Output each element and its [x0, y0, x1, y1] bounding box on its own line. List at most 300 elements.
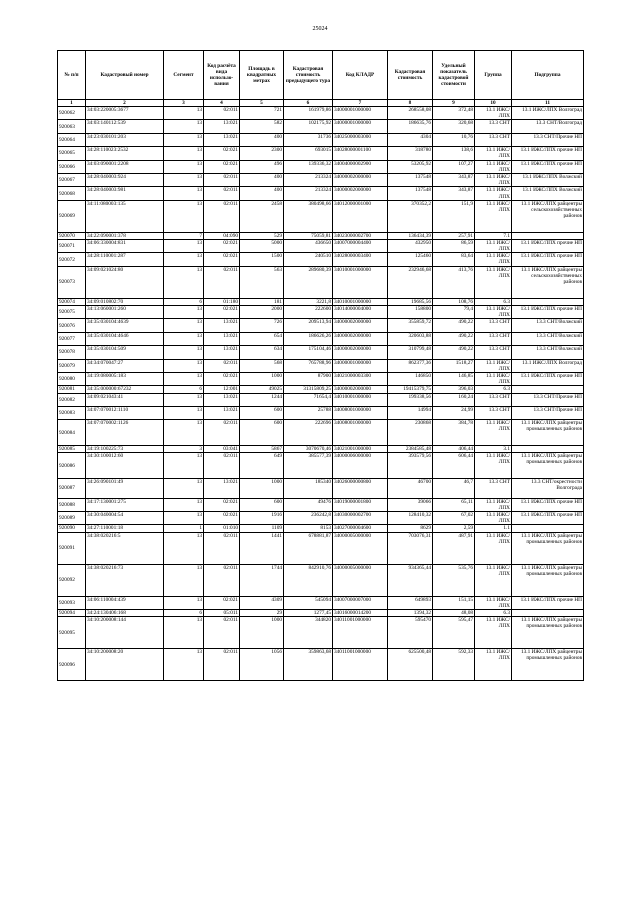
cell-grp: 13.1 ИЖС/ЛПХ — [475, 240, 512, 253]
cell-seg: 3 — [164, 446, 204, 453]
cell-area: 2300 — [240, 147, 284, 160]
cell-grp: 13.1 ИЖС/ЛПХ — [475, 174, 512, 187]
column-number: 6 — [284, 100, 333, 107]
cell-kn: 34:06:110004:439 — [86, 596, 164, 609]
cell-ud: 151,15 — [433, 596, 475, 609]
cell-ud: 320,68 — [433, 120, 475, 133]
cell-n: 920063 — [58, 120, 86, 133]
cell-code: 02:011 — [204, 453, 240, 479]
cell-ud: 146,85 — [433, 372, 475, 385]
cell-n: 920070 — [58, 232, 86, 239]
cell-area: 726 — [240, 319, 284, 332]
cell-kladr: 34000005000000 — [333, 532, 388, 564]
cell-area: 1500 — [240, 253, 284, 266]
cell-sub: 13.1 ИЖС/ЛПХ прочие НП — [512, 240, 584, 253]
column-number: 5 — [240, 100, 284, 107]
cell-seg: 13 — [164, 200, 204, 232]
cell-kladr: 34028000001100 — [333, 147, 388, 160]
cell-ud: 83,64 — [433, 253, 475, 266]
cell-cost: 136434,39 — [388, 232, 433, 239]
table-row — [58, 160, 584, 173]
cell-code: 02:021 — [204, 596, 240, 609]
cell-area: 600 — [240, 498, 284, 511]
cell-n: 920095 — [58, 617, 86, 649]
cell-kn: 34:09:021024:80 — [86, 266, 164, 298]
cell-area: 496 — [240, 160, 284, 173]
cell-cost: 158800 — [388, 305, 433, 318]
cell-cost: 370352,2 — [388, 200, 433, 232]
cell-prev: 222600 — [284, 305, 333, 318]
cell-n: 920077 — [58, 332, 86, 345]
cell-prev: 385577,39 — [284, 453, 333, 479]
cell-n: 920096 — [58, 649, 86, 681]
cell-kladr: 34010001000000 — [333, 266, 388, 298]
cell-grp: 6.3 — [475, 298, 512, 305]
cell-area: 181 — [240, 298, 284, 305]
cell-cost: 320603,88 — [388, 332, 433, 345]
cell-sub: 13.1 ИЖС/ЛПХ райцентры промышленных районов — [512, 564, 584, 596]
cell-sub: 13.1 ИЖС/ЛПХ прочие НП — [512, 596, 584, 609]
cell-ud: 151,9 — [433, 200, 475, 232]
cell-code: 13:021 — [204, 133, 240, 146]
cell-grp: 13.3 СНТ — [475, 346, 512, 359]
cell-grp: 13.1 ИЖС/ЛПХ — [475, 147, 512, 160]
cell-cost: 862377,36 — [388, 359, 433, 372]
cell-sub: 13.3 СНТ/Прочие НП — [512, 393, 584, 406]
cell-seg: 6 — [164, 386, 204, 393]
cell-grp: 13.3 СНТ — [475, 479, 512, 499]
cell-kladr: 34000005000000 — [333, 564, 388, 596]
table-row — [58, 564, 584, 596]
cell-grp: 13.1 ИЖС/ЛПХ — [475, 372, 512, 385]
cell-kn: 34:03:140112:539 — [86, 120, 164, 133]
cell-prev: 436650 — [284, 240, 333, 253]
cell-n: 920062 — [58, 107, 86, 120]
cell-seg: 13 — [164, 512, 204, 525]
cell-sub: 13.3 СНТ/Прочие НП — [512, 406, 584, 419]
cell-seg: 13 — [164, 187, 204, 200]
cell-ud: 107,27 — [433, 160, 475, 173]
cell-sub: 13.1 ИЖС/ЛПХ прочие НП — [512, 160, 584, 173]
cell-n: 920089 — [58, 512, 86, 525]
cell-ud: 138,6 — [433, 147, 475, 160]
cell-code: 02:011 — [204, 200, 240, 232]
cell-area: 1916 — [240, 512, 284, 525]
cell-seg: 6 — [164, 298, 204, 305]
cell-ud: 372,48 — [433, 107, 475, 120]
cell-area: 1000 — [240, 617, 284, 649]
cell-prev: 31736 — [284, 133, 333, 146]
cell-sub: 13.1 ИЖС/ЛПХ райцентры промышленных районов — [512, 420, 584, 446]
cell-kladr: 34012000001000 — [333, 200, 388, 232]
cell-kladr: 34019000001800 — [333, 498, 388, 511]
cell-kn: 34:09:021043:41 — [86, 393, 164, 406]
cell-n: 920092 — [58, 564, 86, 596]
column-number: 1 — [58, 100, 86, 107]
cell-cost: 39066 — [388, 498, 433, 511]
cell-n: 920067 — [58, 174, 86, 187]
cell-cost: 125460 — [388, 253, 433, 266]
cell-sub: 13.3 СНТ/окрестности Волгограда — [512, 479, 584, 499]
cell-code: 13:021 — [204, 332, 240, 345]
cell-code: 13:021 — [204, 120, 240, 133]
cell-area: 49025 — [240, 386, 284, 393]
cell-kladr: 34014000004000 — [333, 305, 388, 318]
cell-kladr: 34000002000000 — [333, 319, 388, 332]
cell-ud: 606,44 — [433, 453, 475, 479]
cell-seg: 13 — [164, 120, 204, 133]
column-number-row — [58, 100, 584, 107]
cell-area: 1056 — [240, 649, 284, 681]
cell-kn: 34:23:030101:203 — [86, 133, 164, 146]
cell-kladr: 34008001000000 — [333, 420, 388, 446]
cell-seg: 7 — [164, 232, 204, 239]
cell-sub — [512, 386, 584, 393]
cell-grp: 13.1 ИЖС/ЛПХ — [475, 266, 512, 298]
cell-cost: 318780 — [388, 147, 433, 160]
cell-code: 02:021 — [204, 160, 240, 173]
table-row — [58, 133, 584, 146]
cell-grp: 13.1 ИЖС/ЛПХ — [475, 453, 512, 479]
cell-sub: 13.1 ИЖС/ЛПХ райцентры сельскохозяйственных районов — [512, 266, 584, 298]
cell-code: 13:021 — [204, 346, 240, 359]
column-number: 3 — [164, 100, 204, 107]
cell-seg: 13 — [164, 266, 204, 298]
cell-kladr: 34030000002700 — [333, 512, 388, 525]
cell-kladr: 34021001000000 — [333, 446, 388, 453]
cell-n: 920071 — [58, 240, 86, 253]
cell-kn: 34:27:110001:18 — [86, 525, 164, 532]
cell-sub: 13.1 ИЖС/ЛПХ райцентры промышленных районов — [512, 617, 584, 649]
cell-kn: 34:06:330004:831 — [86, 240, 164, 253]
cell-sub: 13.1 ИЖС/ЛПХ Волгоград — [512, 107, 584, 120]
cell-prev: 139336,32 — [284, 160, 333, 173]
cell-code: 02:021 — [204, 253, 240, 266]
cell-kladr: 34000002000000 — [333, 332, 388, 345]
cell-kn: 34:19:080005:183 — [86, 372, 164, 385]
cell-kladr: 34023000002700 — [333, 232, 388, 239]
cell-kladr: 34000001000000 — [333, 107, 388, 120]
cell-prev: 161979,86 — [284, 107, 333, 120]
cell-n: 920083 — [58, 406, 86, 419]
cell-n: 920080 — [58, 372, 86, 385]
cell-kn: 34:35:030104:509 — [86, 346, 164, 359]
cell-cost: 137548 — [388, 174, 433, 187]
cell-prev: 693015 — [284, 147, 333, 160]
cell-kn: 34:30:040004:54 — [86, 512, 164, 525]
cell-seg: 13 — [164, 240, 204, 253]
cell-code: 02:011 — [204, 107, 240, 120]
cell-kn: 34:03:220005:3677 — [86, 107, 164, 120]
table-row — [58, 107, 584, 120]
cell-sub — [512, 446, 584, 453]
cell-area: 400 — [240, 174, 284, 187]
cell-cost: 2384585,48 — [388, 446, 433, 453]
cell-kladr: 34008001000000 — [333, 406, 388, 419]
cell-kn: 34:13:060001:260 — [86, 305, 164, 318]
cell-grp: 13.3 СНТ — [475, 133, 512, 146]
cell-area: 4309 — [240, 596, 284, 609]
table-row — [58, 187, 584, 200]
cell-cost: 625500,48 — [388, 649, 433, 681]
cell-kladr: 34016000014200 — [333, 610, 388, 617]
cell-grp: 13.1 ИЖС/ЛПХ — [475, 596, 512, 609]
cell-grp: 6.3 — [475, 386, 512, 393]
cell-kladr: 34000002000000 — [333, 174, 388, 187]
cell-cost: 432950 — [388, 240, 433, 253]
cell-prev: 25788 — [284, 406, 333, 419]
cell-ud: 257,91 — [433, 232, 475, 239]
cell-grp: 3.1 — [475, 446, 512, 453]
cell-seg: 13 — [164, 174, 204, 187]
cell-area: 1000 — [240, 479, 284, 499]
cell-kn: 34:22:090001:378 — [86, 232, 164, 239]
cell-prev: 213324 — [284, 187, 333, 200]
cell-n: 920084 — [58, 420, 86, 446]
cell-cost: 4304 — [388, 133, 433, 146]
cell-cost: 232946,68 — [388, 266, 433, 298]
cell-kladr: 34000006000000 — [333, 453, 388, 479]
column-header: Кадастровая стоимость предыдущего тура — [284, 51, 333, 100]
cell-kn: 34:38:020216:73 — [86, 564, 164, 596]
cell-kladr: 34000002000000 — [333, 187, 388, 200]
header-row — [58, 51, 584, 100]
cell-prev: 87900 — [284, 372, 333, 385]
column-number: 2 — [86, 100, 164, 107]
cell-ud: 413,76 — [433, 266, 475, 298]
table-row — [58, 512, 584, 525]
cell-grp: 13.1 ИЖС/ЛПХ — [475, 107, 512, 120]
column-number: 7 — [333, 100, 388, 107]
cell-grp: 13.1 ИЖС/ЛПХ — [475, 617, 512, 649]
cell-area: 5000 — [240, 240, 284, 253]
column-number: 4 — [204, 100, 240, 107]
cell-kn: 34:34:070047:27 — [86, 359, 164, 372]
column-header: Группа — [475, 51, 512, 100]
cell-cost: 268558,08 — [388, 107, 433, 120]
cell-seg: 13 — [164, 498, 204, 511]
cell-n: 920090 — [58, 525, 86, 532]
cell-area: 29 — [240, 610, 284, 617]
cell-seg: 13 — [164, 393, 204, 406]
cell-seg: 13 — [164, 133, 204, 146]
cell-prev: 359863,68 — [284, 649, 333, 681]
cell-prev: 71654,4 — [284, 393, 333, 406]
cell-kn: 34:10:200008:144 — [86, 617, 164, 649]
cell-cost: 186635,76 — [388, 120, 433, 133]
cell-kladr: 34000001000000 — [333, 120, 388, 133]
column-header: Кадастровый номер — [86, 51, 164, 100]
cell-ud: 595,47 — [433, 617, 475, 649]
cell-seg: 13 — [164, 147, 204, 160]
cell-cost: 230868 — [388, 420, 433, 446]
cell-grp: 13.3 СНТ — [475, 406, 512, 419]
cell-prev: 209513,94 — [284, 319, 333, 332]
table-row — [58, 532, 584, 564]
cell-area: 2458 — [240, 200, 284, 232]
table-row — [58, 359, 584, 372]
cell-ud: 490,22 — [433, 346, 475, 359]
cell-n: 920075 — [58, 305, 86, 318]
cell-area: 721 — [240, 107, 284, 120]
cell-sub: 13.1 ИЖС/ЛПХ Волгоград — [512, 359, 584, 372]
table-row — [58, 266, 584, 298]
cell-kn: 34:35:030104:4639 — [86, 319, 164, 332]
cell-sub: 13.1 ИЖС/ЛПХ прочие НП — [512, 512, 584, 525]
cell-kladr: 34028000003400 — [333, 253, 388, 266]
table-row — [58, 446, 584, 453]
column-header: Удельный показатель кадастровой стоимости — [433, 51, 475, 100]
table-row — [58, 406, 584, 419]
cell-ud: 2,59 — [433, 525, 475, 532]
cell-area: 1441 — [240, 532, 284, 564]
cell-kladr: 34004000002900 — [333, 160, 388, 173]
cell-sub: 13.1 ИЖС/ЛПХ прочие НП — [512, 147, 584, 160]
cell-sub: 13.3 СНТ/Волжский — [512, 346, 584, 359]
column-header: Площадь в квадратных метрах — [240, 51, 284, 100]
table-row — [58, 525, 584, 532]
cell-seg: 13 — [164, 305, 204, 318]
cell-code: 12:001 — [204, 386, 240, 393]
cell-prev: 380498,66 — [284, 200, 333, 232]
cell-n: 920072 — [58, 253, 86, 266]
cell-prev: 185340 — [284, 479, 333, 499]
cell-seg: 13 — [164, 532, 204, 564]
cell-kladr: 34025000003000 — [333, 133, 388, 146]
cell-n: 920093 — [58, 596, 86, 609]
cell-grp: 13.1 ИЖС/ЛПХ — [475, 359, 512, 372]
cell-grp: 13.1 ИЖС/ЛПХ — [475, 564, 512, 596]
cell-n: 920078 — [58, 346, 86, 359]
table-row — [58, 232, 584, 239]
cell-prev: 765788,96 — [284, 359, 333, 372]
cell-area: 649 — [240, 453, 284, 479]
cell-code: 02:021 — [204, 240, 240, 253]
cell-area: 400 — [240, 187, 284, 200]
cell-kladr: 34007000004400 — [333, 240, 388, 253]
cell-area: 5867 — [240, 446, 284, 453]
cell-grp: 13.1 ИЖС/ЛПХ — [475, 200, 512, 232]
cell-code: 03:041 — [204, 446, 240, 453]
cell-kn: 34:26:090101:49 — [86, 479, 164, 499]
cell-area: 400 — [240, 133, 284, 146]
cell-kladr: 34000002000000 — [333, 346, 388, 359]
cell-code: 02:011 — [204, 187, 240, 200]
cell-sub: 13.3 СНТ/Прочие НП — [512, 133, 584, 146]
cell-ud: 490,22 — [433, 332, 475, 345]
cell-sub: 13.1 ИЖС/ЛПХ прочие НП — [512, 498, 584, 511]
cell-n: 920076 — [58, 319, 86, 332]
cell-code: 13:021 — [204, 393, 240, 406]
cell-prev: 3070670,46 — [284, 446, 333, 453]
cell-ud: 160,24 — [433, 393, 475, 406]
table-row — [58, 649, 584, 681]
cell-code: 02:011 — [204, 564, 240, 596]
cell-grp: 13.3 СНТ — [475, 319, 512, 332]
cell-area: 529 — [240, 232, 284, 239]
cell-code: 04:090 — [204, 232, 240, 239]
cell-code: 13:021 — [204, 406, 240, 419]
cell-grp: 13.1 ИЖС/ЛПХ — [475, 305, 512, 318]
cell-cost: 8629 — [388, 525, 433, 532]
cell-ud: 67,02 — [433, 512, 475, 525]
cell-sub — [512, 232, 584, 239]
cell-n: 920066 — [58, 160, 86, 173]
cell-grp: 13.1 ИЖС/ЛПХ — [475, 420, 512, 446]
column-number: 11 — [512, 100, 584, 107]
cell-cost: 128410,32 — [388, 512, 433, 525]
cell-kladr: 34007000007000 — [333, 596, 388, 609]
cell-sub: 13.3 СНТ/Волжский — [512, 319, 584, 332]
table-body — [58, 107, 584, 681]
cell-ud: 396,03 — [433, 386, 475, 393]
cell-kn: 34:28:040003:981 — [86, 187, 164, 200]
cell-seg: 13 — [164, 479, 204, 499]
cell-seg: 13 — [164, 107, 204, 120]
cell-kn: 34:35:030104:4646 — [86, 332, 164, 345]
cell-ud: 46,7 — [433, 479, 475, 499]
cell-n: 920094 — [58, 610, 86, 617]
cell-prev: 842910,76 — [284, 564, 333, 596]
cell-prev: 678881,87 — [284, 532, 333, 564]
cell-sub: 13.3 СНТ/Волгоград — [512, 120, 584, 133]
cell-kladr: 34021000003300 — [333, 372, 388, 385]
cell-sub: 13.1 ИЖС/ЛПХ райцентры сельскохозяйственных районов — [512, 200, 584, 232]
table-row — [58, 453, 584, 479]
cell-code: 02:011 — [204, 649, 240, 681]
cell-kn: 34:38:020216:5 — [86, 532, 164, 564]
cell-prev: 344820 — [284, 617, 333, 649]
cell-area: 634 — [240, 346, 284, 359]
cell-n: 920064 — [58, 133, 86, 146]
cell-ud: 384,78 — [433, 420, 475, 446]
cell-kn: 34:35:000000:67232 — [86, 386, 164, 393]
table-row — [58, 319, 584, 332]
cell-n: 920073 — [58, 266, 86, 298]
cell-prev: 175104,46 — [284, 346, 333, 359]
cell-kladr: 34011001000000 — [333, 617, 388, 649]
cell-ud: 48,08 — [433, 610, 475, 617]
cell-area: 1244 — [240, 393, 284, 406]
cell-cost: 137548 — [388, 187, 433, 200]
cell-area: 600 — [240, 406, 284, 419]
cell-cost: 46700 — [388, 479, 433, 499]
cell-kladr: 34027000004600 — [333, 525, 388, 532]
cell-seg: 13 — [164, 564, 204, 596]
table-row — [58, 610, 584, 617]
cell-cost: 14994 — [388, 406, 433, 419]
cell-grp: 13.3 СНТ — [475, 393, 512, 406]
cell-code: 13:021 — [204, 479, 240, 499]
cell-seg: 13 — [164, 346, 204, 359]
cell-cost: 595470 — [388, 617, 433, 649]
cell-n: 920069 — [58, 200, 86, 232]
cell-area: 1000 — [240, 372, 284, 385]
cell-cost: 355859,72 — [388, 319, 433, 332]
cell-code: 02:011 — [204, 532, 240, 564]
cell-cost: 649893 — [388, 596, 433, 609]
cell-sub: 13.1 ИЖС/ЛПХ прочие НП — [512, 372, 584, 385]
table-row — [58, 372, 584, 385]
cell-code: 02:011 — [204, 359, 240, 372]
cell-n: 920079 — [58, 359, 86, 372]
cell-grp: 13.1 ИЖС/ЛПХ — [475, 187, 512, 200]
cell-kn: 34:19:100225:73 — [86, 446, 164, 453]
cell-n: 920081 — [58, 386, 86, 393]
cell-ud: 86,59 — [433, 240, 475, 253]
cell-sub: 13.3 СНТ/Волжский — [512, 332, 584, 345]
column-number: 9 — [433, 100, 475, 107]
